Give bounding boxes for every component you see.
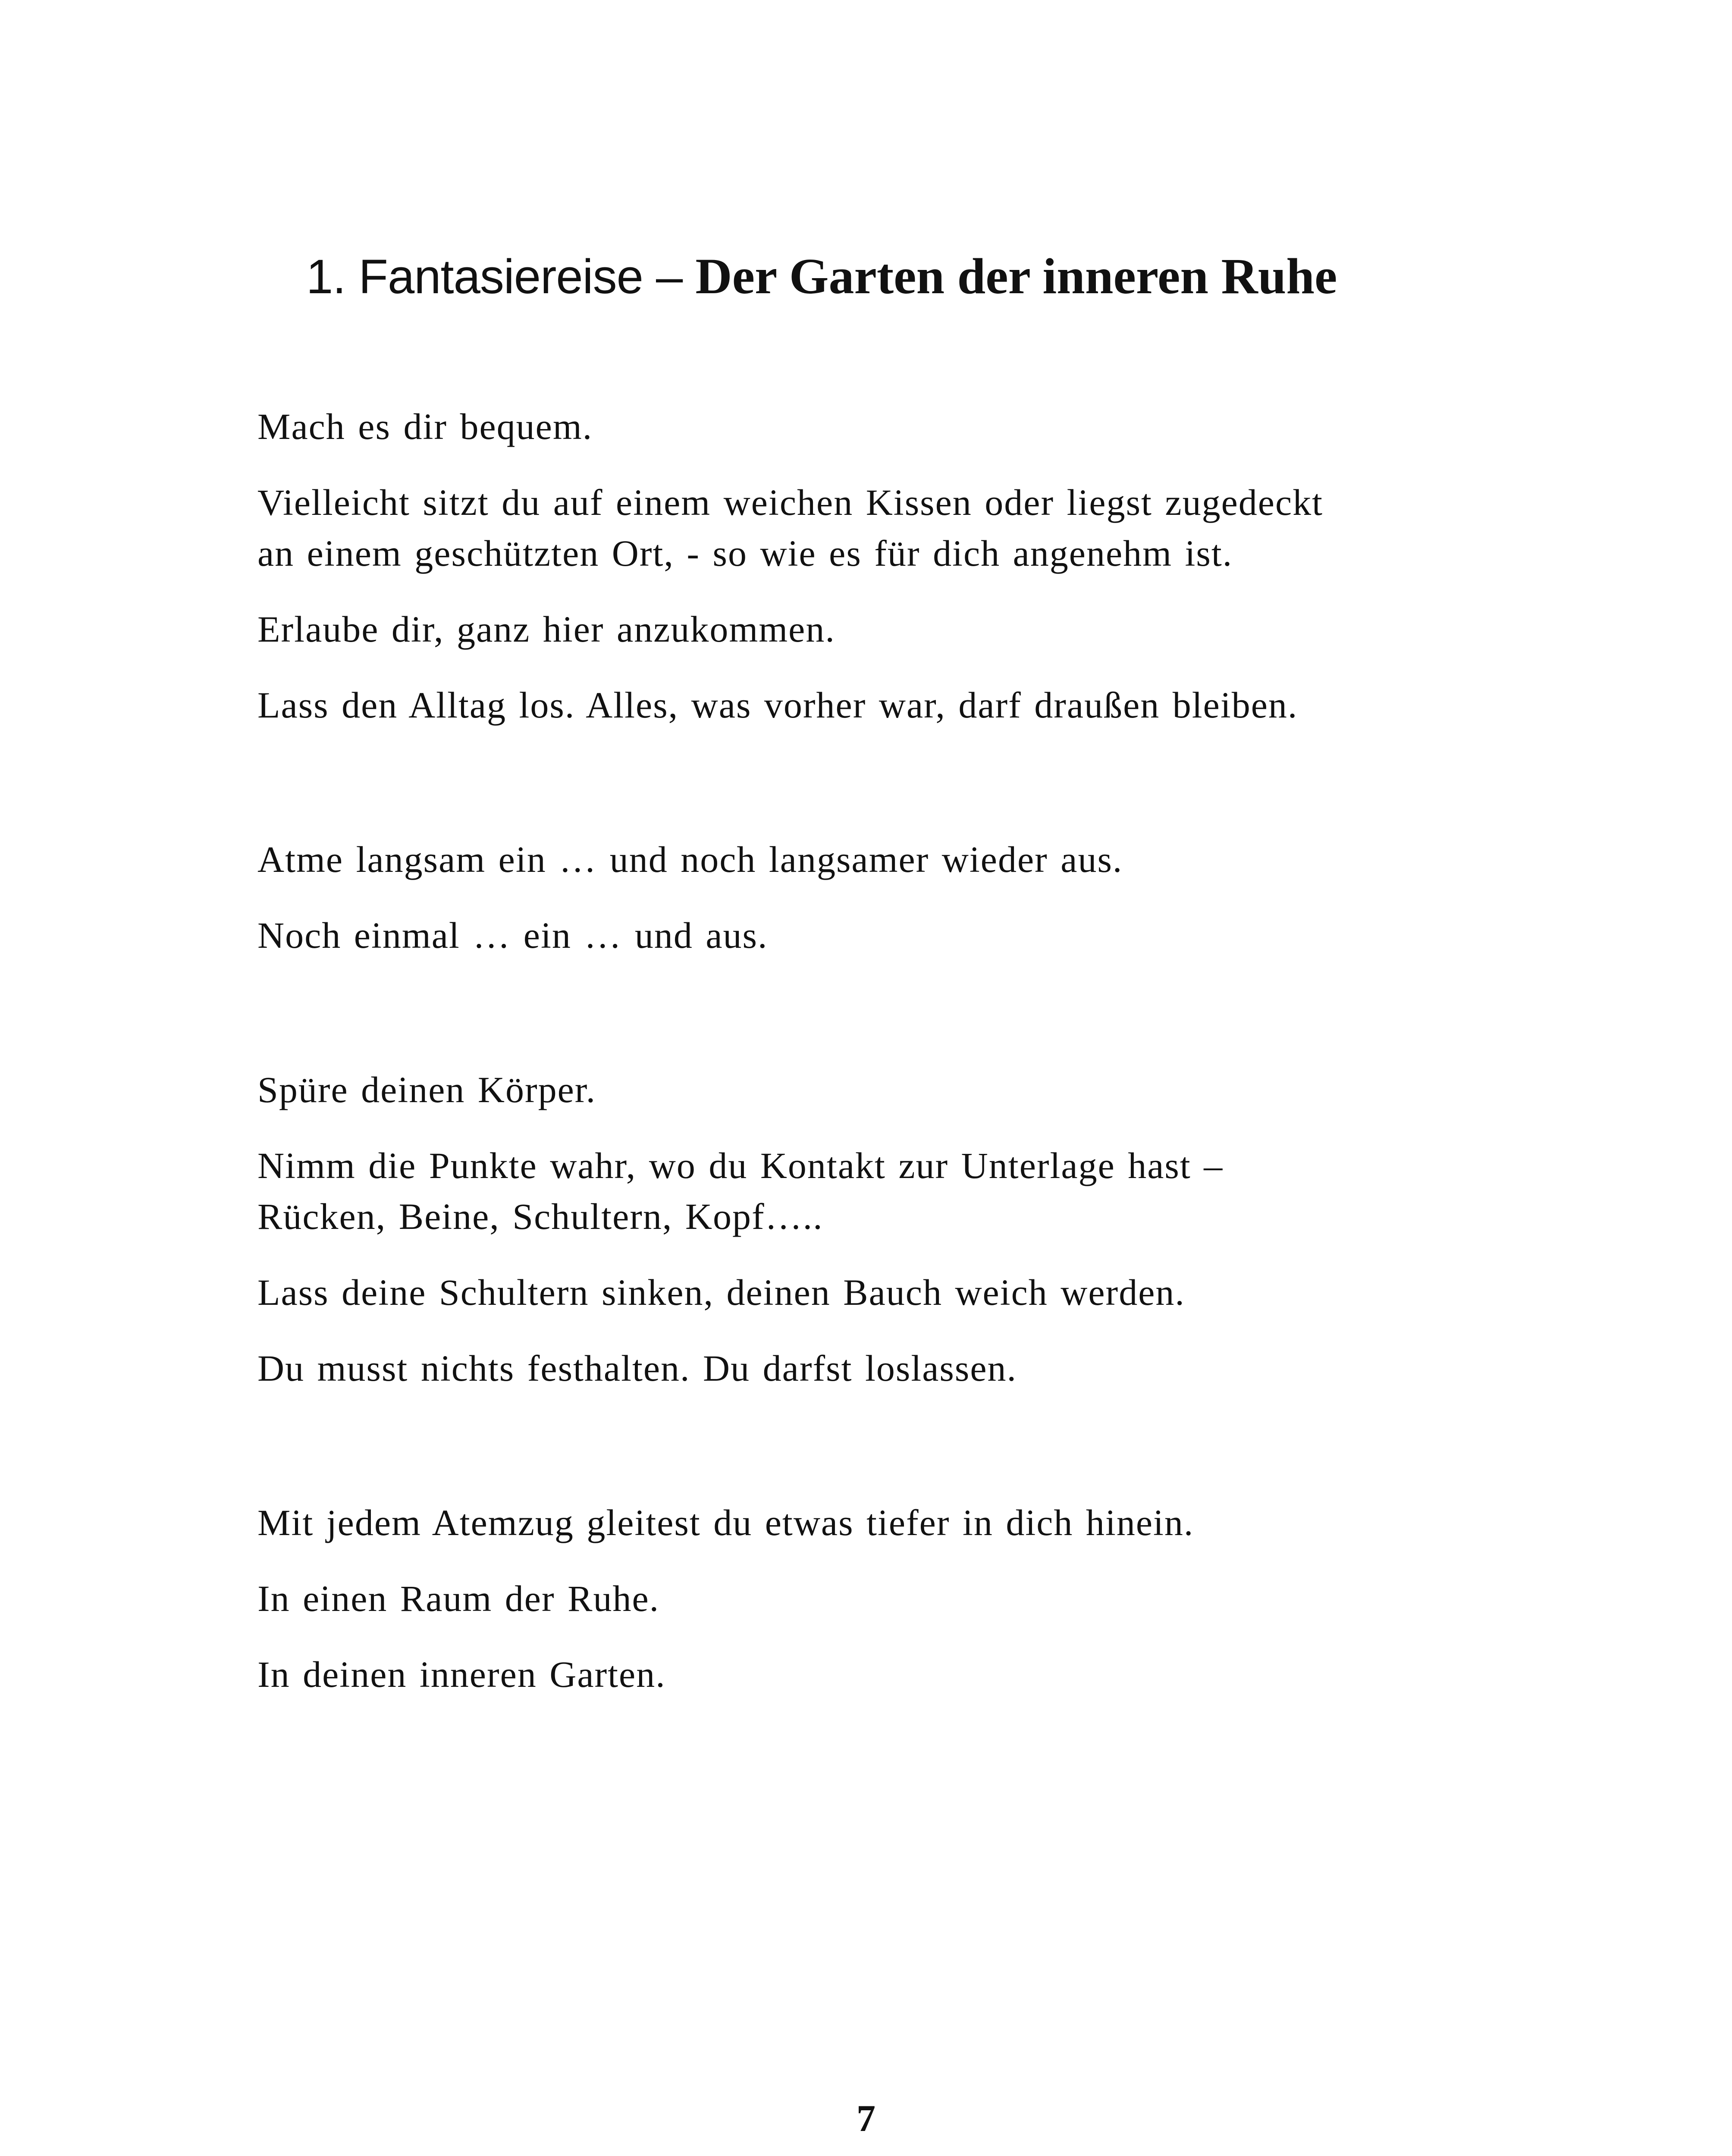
paragraph: Erlaube dir, ganz hier anzukommen. [257, 608, 835, 650]
body-text [257, 401, 1551, 1803]
paragraph: In einen Raum der Ruhe. [257, 1578, 660, 1619]
paragraph: In deinen inneren Garten. [257, 1654, 666, 1695]
paragraph: Mit jedem Atemzug gleitest du etwas tiefer in dich hinein. [257, 1502, 1194, 1543]
text-block-body [257, 1064, 1551, 1394]
paragraph: Noch einmal … ein … und aus. [257, 915, 768, 956]
text-block-garden [257, 1497, 1551, 1700]
text-block-arrival [257, 401, 1551, 730]
paragraph: Nimm die Punkte wahr, wo du Kontakt zur Unterlage hast – Rücken, Beine, Schultern, Kopf….. [257, 1145, 1224, 1237]
text-block-breathing [257, 834, 1551, 961]
page-number: 7 [857, 2098, 875, 2140]
paragraph: Atme langsam ein … und noch langsamer wieder aus. [257, 839, 1123, 880]
chapter-heading [306, 246, 1337, 307]
paragraph: Vielleicht sitzt du auf einem weichen Kissen oder liegst zugedeckt an einem geschützten Ort, - so wie es für dich angenehm ist. [257, 482, 1324, 574]
chapter-heading-title: Der Garten der inneren Ruhe [695, 248, 1337, 304]
paragraph: Lass den Alltag los. Alles, was vorher war, darf draußen bleiben. [257, 684, 1298, 726]
paragraph: Mach es dir bequem. [257, 406, 593, 447]
paragraph: Lass deine Schultern sinken, deinen Bauch weich werden. [257, 1272, 1185, 1313]
paragraph: Spüre deinen Körper. [257, 1069, 596, 1110]
paragraph: Du musst nichts festhalten. Du darfst loslassen. [257, 1348, 1017, 1389]
chapter-heading-prefix: 1. Fantasiereise – [306, 250, 696, 304]
